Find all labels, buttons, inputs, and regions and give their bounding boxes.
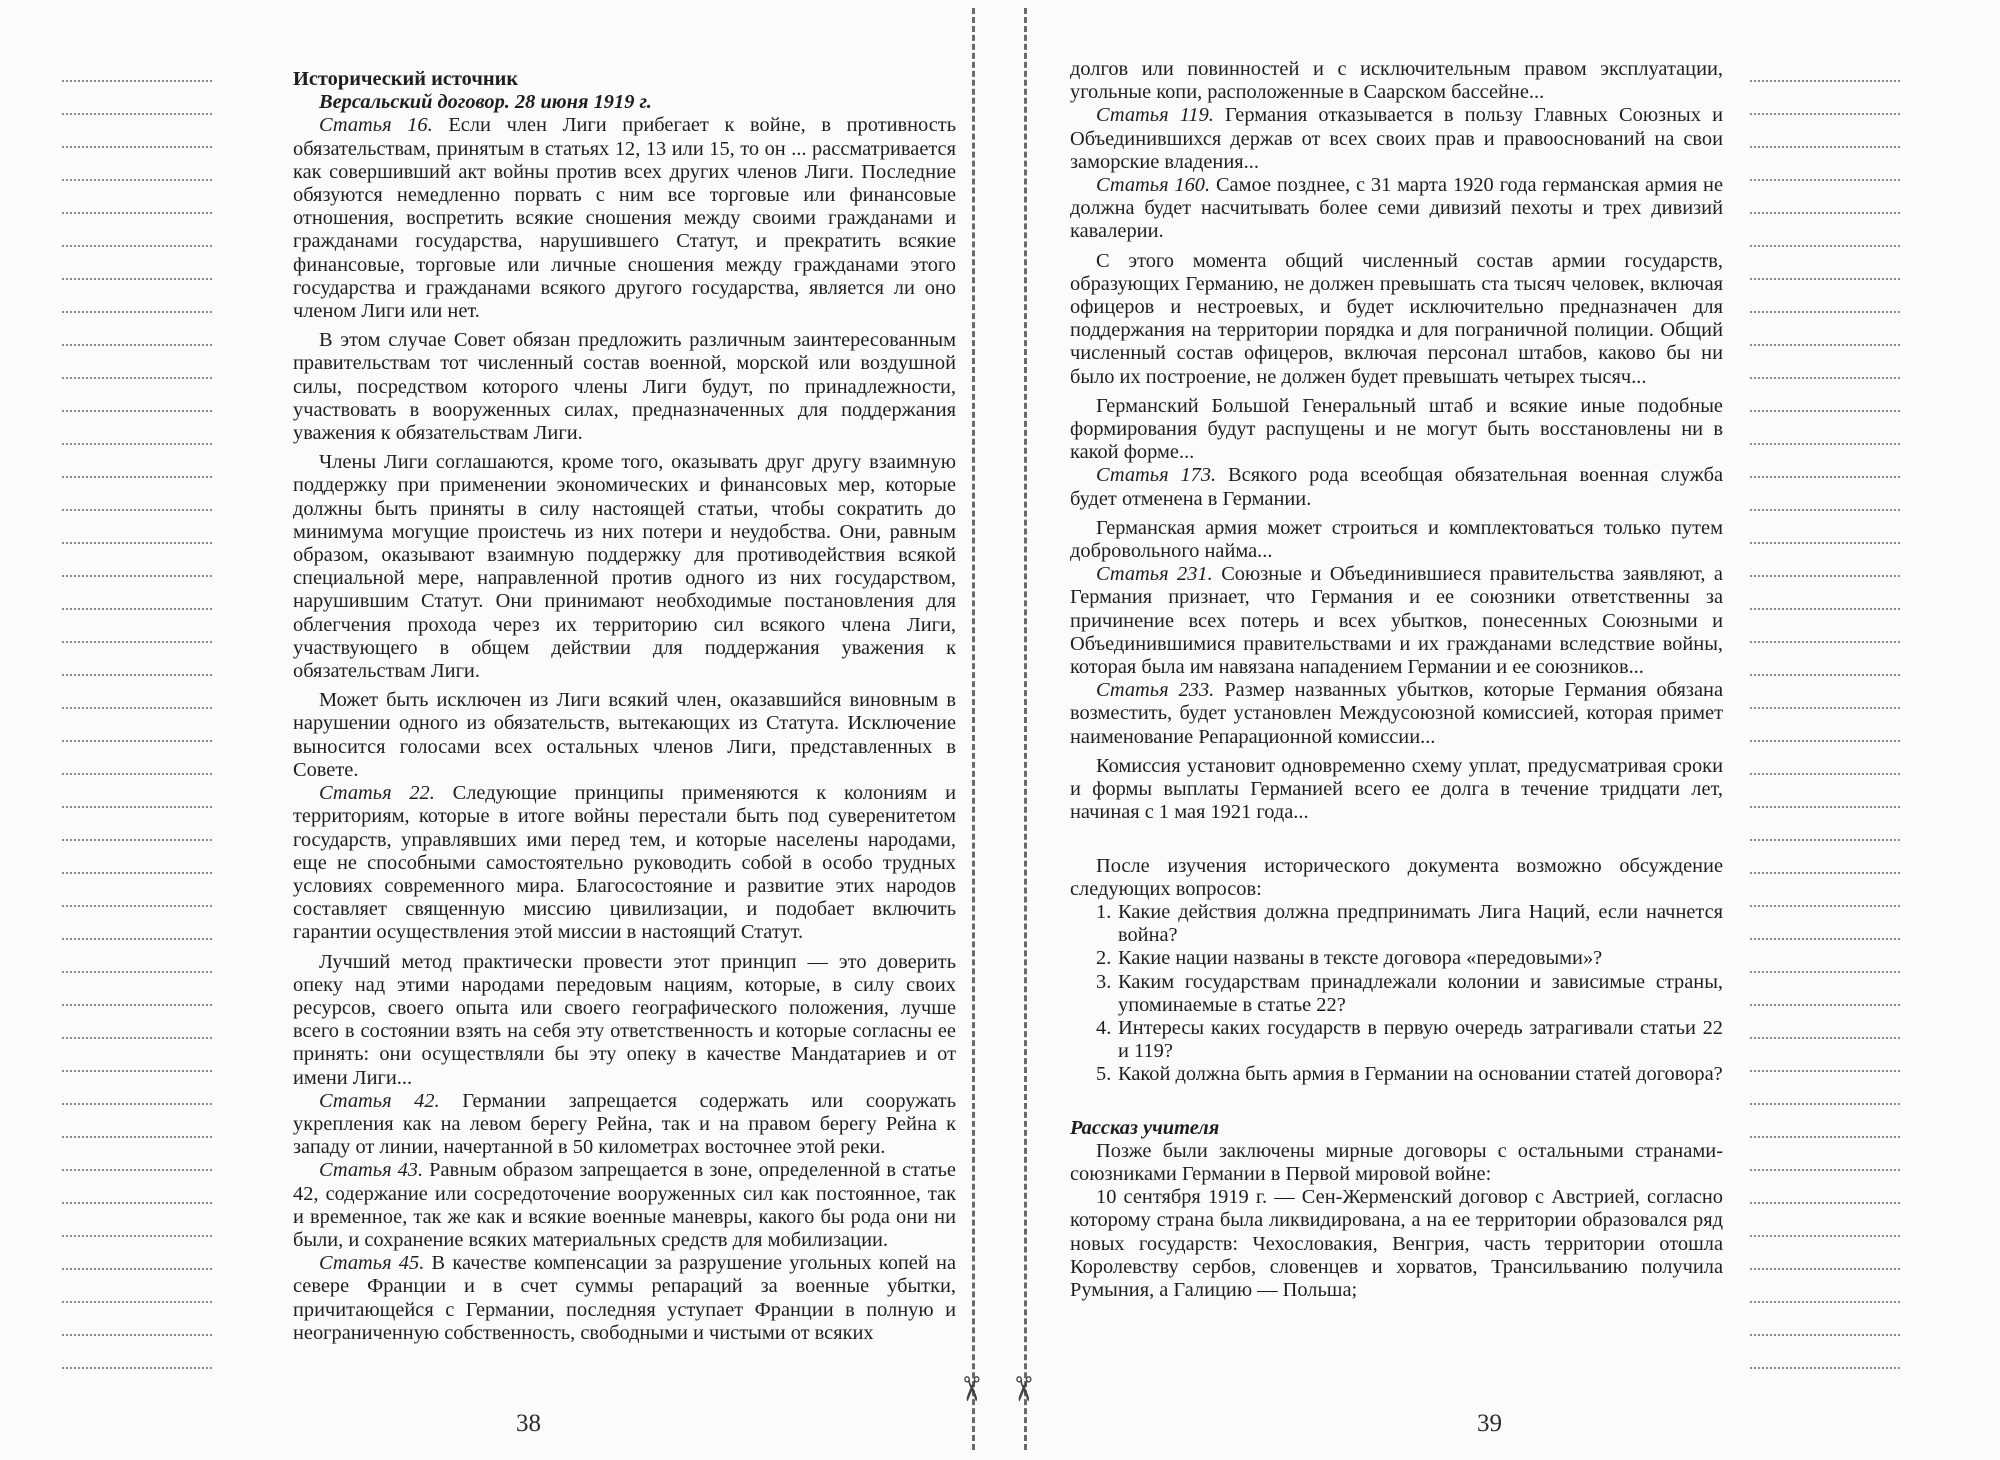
- note-line: [1750, 80, 1900, 82]
- note-line: [1750, 245, 1900, 247]
- question-item: [1096, 947, 1723, 970]
- paragraph-text: Если член Лиги прибегает к войне, в противность обязательствам, принятым в статьях 12, 13 или 15, то он ... рассматривается как совершивший акт войны против всех других членов Лиги. Последние обязуются немедленно порвать с ним все торговые или финансовые отношения, воспретить всякие сношения между своими гражданами и гражданами государства, нарушившего Статут, и прекратить всякие финансовые, торговые или личные сношения между гражданами этого государства и гражданами всякого другого государства, является ли оно членом Лиги или нет.: [293, 114, 956, 323]
- note-line: [1750, 773, 1900, 775]
- paragraph-text: Члены Лиги соглашаются, кроме того, оказывать друг другу взаимную поддержку при применении экономических и финансовых мер, которые должны быть приняты в силу настоящей статьи, чтобы сократить до минимума могущие проистечь из них потери и неудобства. Они, равным образом, оказывают взаимную поддержку для противодействия всякой специальной мере, направленной против одного из них государством, нарушившим Статут. Они принимают необходимые постановления для облегчения прохода через их территорию сил всякого члена Лиги, участвующего в общем действии для поддержания уважения к обязательствам Лиги.: [293, 451, 956, 683]
- note-line: [62, 1334, 212, 1336]
- note-line: [1750, 1235, 1900, 1237]
- note-line: [62, 1103, 212, 1105]
- note-line: [1750, 1334, 1900, 1336]
- note-line: [1750, 707, 1900, 709]
- right-page: [1025, 0, 2000, 1460]
- note-line: [62, 839, 212, 841]
- note-line: [1750, 1037, 1900, 1039]
- note-line: [1750, 278, 1900, 280]
- paragraph: [293, 1252, 956, 1345]
- article-label: Статья 119.: [1096, 104, 1214, 127]
- article-label: Статья 22.: [319, 782, 435, 805]
- paragraph: [293, 1090, 956, 1160]
- note-line: [62, 1037, 212, 1039]
- question-list: [1070, 901, 1723, 1087]
- teacher-heading: Рассказ учителя: [1070, 1116, 1220, 1139]
- note-line: [62, 1235, 212, 1237]
- teacher-paragraph: Позже были заключены мирные договоры с остальными странами-союзниками Германии в Первой мировой войне:: [1070, 1139, 1723, 1185]
- paragraph: [293, 451, 956, 683]
- note-line: [62, 1136, 212, 1138]
- paragraph: [293, 329, 956, 445]
- note-line: [1750, 311, 1900, 313]
- paragraph-text: Германия отказывается в пользу Главных Союзных и Объединившихся держав от всех своих прав и правооснований на свои заморские владения...: [1070, 104, 1723, 173]
- paragraph: [1070, 517, 1723, 563]
- note-line: [1750, 146, 1900, 148]
- note-line: [1750, 212, 1900, 214]
- note-line: [1750, 509, 1900, 511]
- paragraph-text: Германии запрещается содержать или сооружать укрепления как на левом берегу Рейна, так и на правом берегу Рейна к западу от линии, начертанной в 50 километрах восточнее этой реки.: [293, 1089, 956, 1159]
- article-label: Статья 16.: [319, 114, 433, 137]
- article-label: Статья 233.: [1096, 679, 1215, 702]
- note-line: [62, 938, 212, 940]
- note-line: [62, 443, 212, 445]
- note-line: [62, 1169, 212, 1171]
- paragraph-text: Союзные и Объединившиеся правительства заявляют, а Германия признает, что Германия и ее союзники ответственны за причинение всех потерь и всех убытков, понесенных Союзными и Объединившимися правительствами и их гражданами вследствие войны, которая была им навязана нападением Германии и ее союзников...: [1070, 563, 1723, 679]
- note-line: [62, 740, 212, 742]
- right-paragraphs: [1070, 58, 1723, 825]
- paragraph-text: Равным образом запрещается в зоне, определенной в статье 42, содержание или сосредоточение вооруженных сил как постоянное, так и временное, так же как и всякие военные маневры, какого бы рода они ни были, и сохранение всяких материальных средств для мобилизации.: [293, 1159, 956, 1251]
- article-label: Статья 160.: [1096, 174, 1211, 197]
- note-line: [62, 311, 212, 313]
- question-item: [1096, 1017, 1723, 1063]
- note-line: [62, 509, 212, 511]
- note-line: [1750, 113, 1900, 115]
- paragraph: [1070, 755, 1723, 825]
- question-number: 1.: [1096, 900, 1112, 923]
- question-item: [1096, 971, 1723, 1017]
- note-line: [1750, 179, 1900, 181]
- paragraph: [1070, 58, 1723, 104]
- paragraph: [1070, 679, 1723, 749]
- note-line: [1750, 971, 1900, 973]
- note-line: [62, 575, 212, 577]
- paragraph-text: Может быть исключен из Лиги всякий член, оказавшийся виновным в нарушении одного из обязательств, вытекающих из Статута. Исключение выносится голосами всех остальных членов Лиги, представленных в Совете.: [293, 689, 956, 781]
- note-line: [1750, 443, 1900, 445]
- note-line: [62, 113, 212, 115]
- note-line: [1750, 938, 1900, 940]
- paragraph-text: Германская армия может строиться и комплектоваться только путем добровольного найма...: [1070, 516, 1723, 563]
- note-line: [1750, 674, 1900, 676]
- note-line: [62, 542, 212, 544]
- question-text: Какие нации названы в тексте договора «передовыми»?: [1118, 947, 1603, 970]
- question-text: Какой должна быть армия в Германии на основании статей договора?: [1118, 1063, 1723, 1086]
- question-text: Каким государствам принадлежали колонии и зависимые страны, упоминаемые в статье 22?: [1118, 970, 1723, 1016]
- note-line: [62, 1070, 212, 1072]
- paragraph: [293, 114, 956, 323]
- note-line: [62, 641, 212, 643]
- paragraph: [293, 782, 956, 944]
- note-line: [62, 146, 212, 148]
- left-paragraphs: [293, 114, 956, 1345]
- note-line: [1750, 872, 1900, 874]
- paragraph-text: Германский Большой Генеральный штаб и всякие иные подобные формирования будут распущены и не могут быть восстановлены ни в какой форме...: [1070, 394, 1723, 464]
- paragraph: [293, 689, 956, 782]
- note-line: [1750, 1136, 1900, 1138]
- note-line: [1750, 1367, 1900, 1369]
- note-line: [62, 476, 212, 478]
- question-text: Какие действия должна предпринимать Лига Наций, если начнется война?: [1118, 900, 1723, 947]
- note-line: [62, 806, 212, 808]
- note-line: [62, 179, 212, 181]
- note-line: [62, 674, 212, 676]
- note-line: [62, 608, 212, 610]
- paragraph: [1070, 563, 1723, 679]
- paragraph: [1070, 250, 1723, 389]
- paragraph: [1070, 464, 1723, 510]
- paragraph: [1070, 395, 1723, 465]
- left-text-column: [293, 68, 956, 1345]
- note-line: [62, 212, 212, 214]
- article-label: Статья 231.: [1096, 563, 1213, 586]
- question-item: [1096, 1063, 1723, 1086]
- paragraph-text: Лучший метод практически провести этот принцип — это доверить опеку над этими народами передовым нациям, которые, в силу своих ресурсов, своего опыта или своего географического положения, лучше всего в состоянии взять на себя эту ответственность и которые согласны ее принять: они осуществляли бы эту опеку в качестве Мандатариев и от имени Лиги...: [293, 950, 956, 1089]
- question-number: 4.: [1096, 1016, 1112, 1039]
- note-line: [1750, 542, 1900, 544]
- paragraph-text: долгов или повинностей и с исключительным правом эксплуатации, угольные копи, расположенные в Саарском бассейне...: [1070, 58, 1723, 104]
- document-title: Версальский договор. 28 июня 1919 г.: [319, 91, 652, 114]
- note-line: [1750, 806, 1900, 808]
- paragraph: [1070, 174, 1723, 244]
- note-line: [62, 410, 212, 412]
- left-page: [0, 0, 975, 1460]
- note-line: [62, 1202, 212, 1204]
- question-item: [1096, 901, 1723, 947]
- note-line: [62, 278, 212, 280]
- cut-line-left: [972, 8, 975, 1450]
- note-line: [62, 707, 212, 709]
- note-line: [1750, 905, 1900, 907]
- note-line: [62, 1367, 212, 1369]
- article-label: Статья 173.: [1096, 464, 1217, 487]
- question-number: 5.: [1096, 1063, 1112, 1086]
- note-line: [1750, 641, 1900, 643]
- paragraph: [293, 951, 956, 1090]
- teacher-paragraph: 10 сентября 1919 г. — Сен-Жерменский договор с Австрией, согласно которому страна была ликвидирована, а на ее территории образовался ряд новых государств: Чехословакия, Венгрия, часть территории отошла Королевству сербов, словенцев и хорватов, Трансильванию получила Румыния, а Галицию — Польша;: [1070, 1186, 1723, 1301]
- note-line: [62, 1268, 212, 1270]
- note-line: [1750, 575, 1900, 577]
- paragraph-text: Комиссия установит одновременно схему уплат, предусматривая сроки и формы выплаты Германией всего ее долга в течение тридцати лет, начиная с 1 мая 1921 года...: [1070, 754, 1723, 824]
- note-line: [1750, 476, 1900, 478]
- discussion-intro: После изучения исторического документа возможно обсуждение следующих вопросов:: [1070, 854, 1723, 900]
- paragraph-text: Размер названных убытков, которые Германия обязана возместить, будет установлен Междусоюзной комиссией, которая примет наименование Репарационной комиссии...: [1070, 679, 1723, 748]
- note-line: [62, 80, 212, 82]
- scissors-icon: ✂: [950, 1374, 991, 1404]
- note-line: [1750, 1070, 1900, 1072]
- note-line: [1750, 1169, 1900, 1171]
- paragraph-text: Самое позднее, с 31 марта 1920 года германская армия не должна будет насчитывать более семи дивизий пехоты и трех дивизий кавалерии.: [1070, 174, 1724, 243]
- note-line: [1750, 1202, 1900, 1204]
- question-number: 2.: [1096, 947, 1112, 970]
- paragraph-text: В этом случае Совет обязан предложить различным заинтересованным правительствам тот численный состав военной, морской или воздушной силы, посредством которого члены Лиги будут, по принадлежности, участвовать в вооруженных силах, предназначенных для поддержания уважения к обязательствам Лиги.: [293, 329, 956, 445]
- note-line: [1750, 608, 1900, 610]
- paragraph-text: Следующие принципы применяются к колониям и территориям, которые в итоге войны перестали быть под суверенитетом государств, управлявших ими перед тем, и которые населены народами, еще не способными самостоятельно руководить собой в особо трудных условиях современного мира. Благосостояние и развитие этих народов составляет священную миссию цивилизации, и подобает включить гарантии осуществления этой миссии в настоящий Статут.: [293, 782, 956, 944]
- question-number: 3.: [1096, 970, 1112, 993]
- paragraph-text: С этого момента общий численный состав армии государств, образующих Германию, не должен превышать ста тысяч человек, включая офицеров и нестроевых, и будет исключительно предназначен для поддержания на территории порядка и для пограничной полиции. Общий численный состав офицеров, включая персонал штабов, каково бы ни было их построение, не должен будет превышать четырех тысяч...: [1070, 249, 1723, 388]
- section-heading: Исторический источник: [293, 68, 519, 90]
- paragraph: [293, 1159, 956, 1252]
- note-line: [62, 971, 212, 973]
- page-number: 39: [1477, 1410, 1502, 1437]
- note-line: [1750, 344, 1900, 346]
- note-line: [1750, 740, 1900, 742]
- article-label: Статья 45.: [319, 1252, 425, 1275]
- teacher-paragraphs: [1070, 1140, 1723, 1302]
- paragraph: [1070, 104, 1723, 174]
- note-line: [1750, 1301, 1900, 1303]
- note-line: [1750, 839, 1900, 841]
- right-text-column: [1070, 58, 1723, 1302]
- note-line: [1750, 377, 1900, 379]
- note-line: [62, 344, 212, 346]
- paragraph-text: В качестве компенсации за разрушение угольных копей на севере Франции и в счет суммы репараций за военные убытки, причитающейся с Германии, последняя уступает Франции в полную и неограниченную собственность, свободными и чистыми от всяких: [293, 1252, 956, 1344]
- note-line: [62, 773, 212, 775]
- note-line: [62, 1301, 212, 1303]
- note-line: [1750, 1004, 1900, 1006]
- question-text: Интересы каких государств в первую очередь затрагивали статьи 22 и 119?: [1118, 1016, 1723, 1063]
- scissors-icon: ✂: [1002, 1374, 1043, 1404]
- note-line: [1750, 1268, 1900, 1270]
- paragraph-text: Всякого рода всеобщая обязательная военная служба будет отменена в Германии.: [1070, 464, 1723, 510]
- page-number: 38: [516, 1410, 541, 1437]
- note-line: [62, 377, 212, 379]
- note-line: [62, 1004, 212, 1006]
- note-line: [62, 872, 212, 874]
- note-line: [1750, 410, 1900, 412]
- article-label: Статья 43.: [319, 1159, 424, 1182]
- note-line: [62, 245, 212, 247]
- note-line: [1750, 1103, 1900, 1105]
- article-label: Статья 42.: [319, 1089, 440, 1112]
- note-line: [62, 905, 212, 907]
